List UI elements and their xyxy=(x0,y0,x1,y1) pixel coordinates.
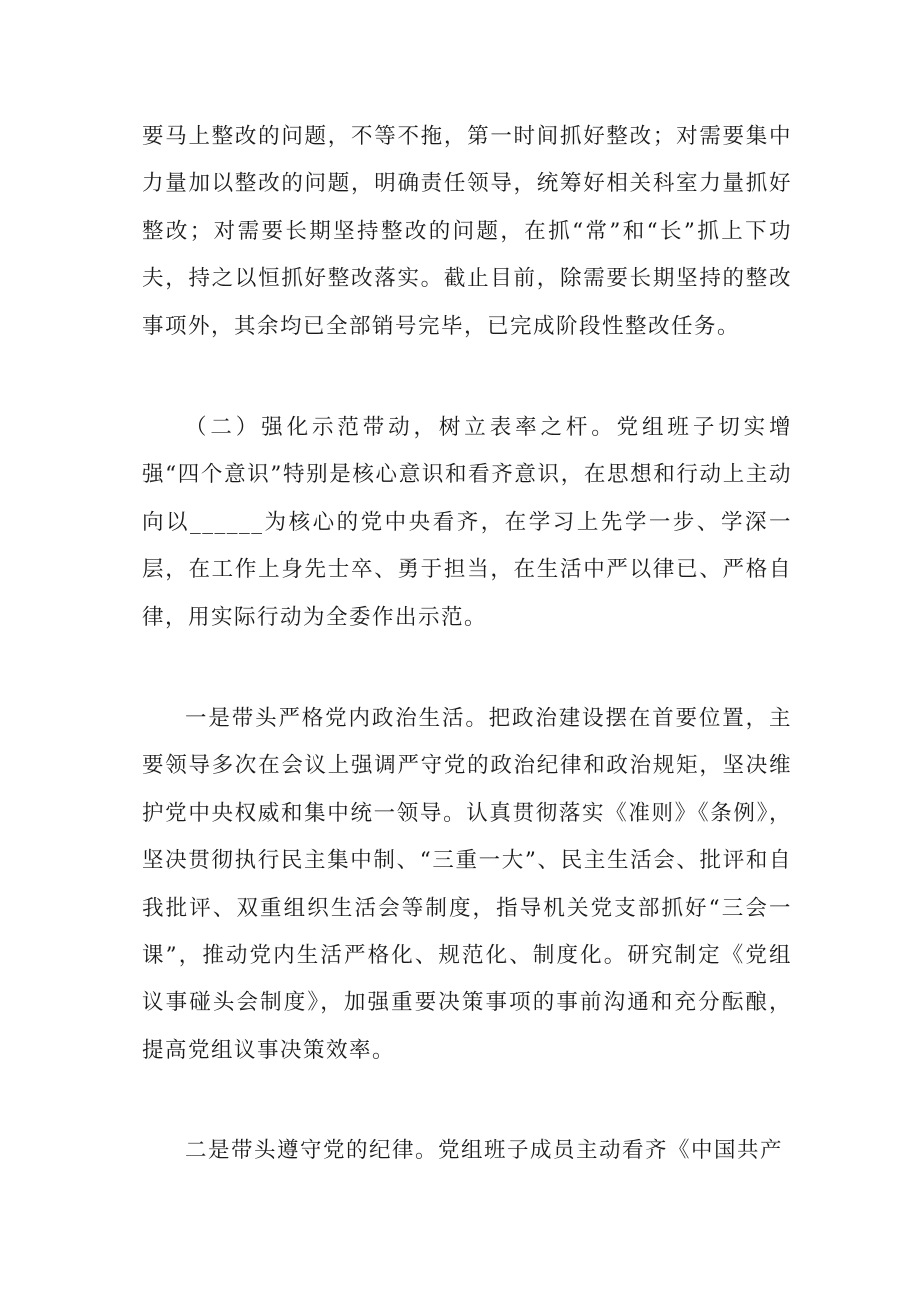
paragraph-party-political-life: 一是带头严格党内政治生活。把政治建设摆在首要位置，主要领导多次在会议上强调严守党的政治纪律和政治规矩，坚决维护党中央权威和集中统一领导。认真贯彻落实《准则》《条例》，坚决贯彻执行民主集中制、“三重一大”、民主生活会、批评和自我批评、双重组织生活会等制度，指导机关党支部抓好“三会一课”，推动党内生活严格化、规范化、制度化。研究制定《党组议事碰头会制度》，加强重要决策事项的事前沟通和充分酝酿，提高党组议事决策效率。 xyxy=(142,706,792,1063)
paragraph-exemplary-leadership: （二）强化示范带动，树立表率之杆。党组班子切实增强“四个意识”特别是核心意识和看齐意识，在思想和行动上主动向以______为核心的党中央看齐，在学习上先学一步、学深一层，在工作上身先士卒、勇于担当，在生活中严以律已、严格自律，用实际行动为全委作出示范。 xyxy=(142,415,792,630)
paragraph-party-discipline: 二是带头遵守党的纪律。党组班子成员主动看齐《中国共产 xyxy=(185,1138,784,1163)
paragraph-rectification: 要马上整改的问题，不等不拖，第一时间抓好整改；对需要集中力量加以整改的问题，明确责任领导，统筹好相关科室力量抓好整改；对需要长期坚持整改的问题，在抓“常”和“长”抓上下功夫，持之以恒抓好整改落实。截止目前，除需要长期坚持的整改事项外，其余均已全部销号完毕，已完成阶段性整改任务。 xyxy=(142,124,792,339)
